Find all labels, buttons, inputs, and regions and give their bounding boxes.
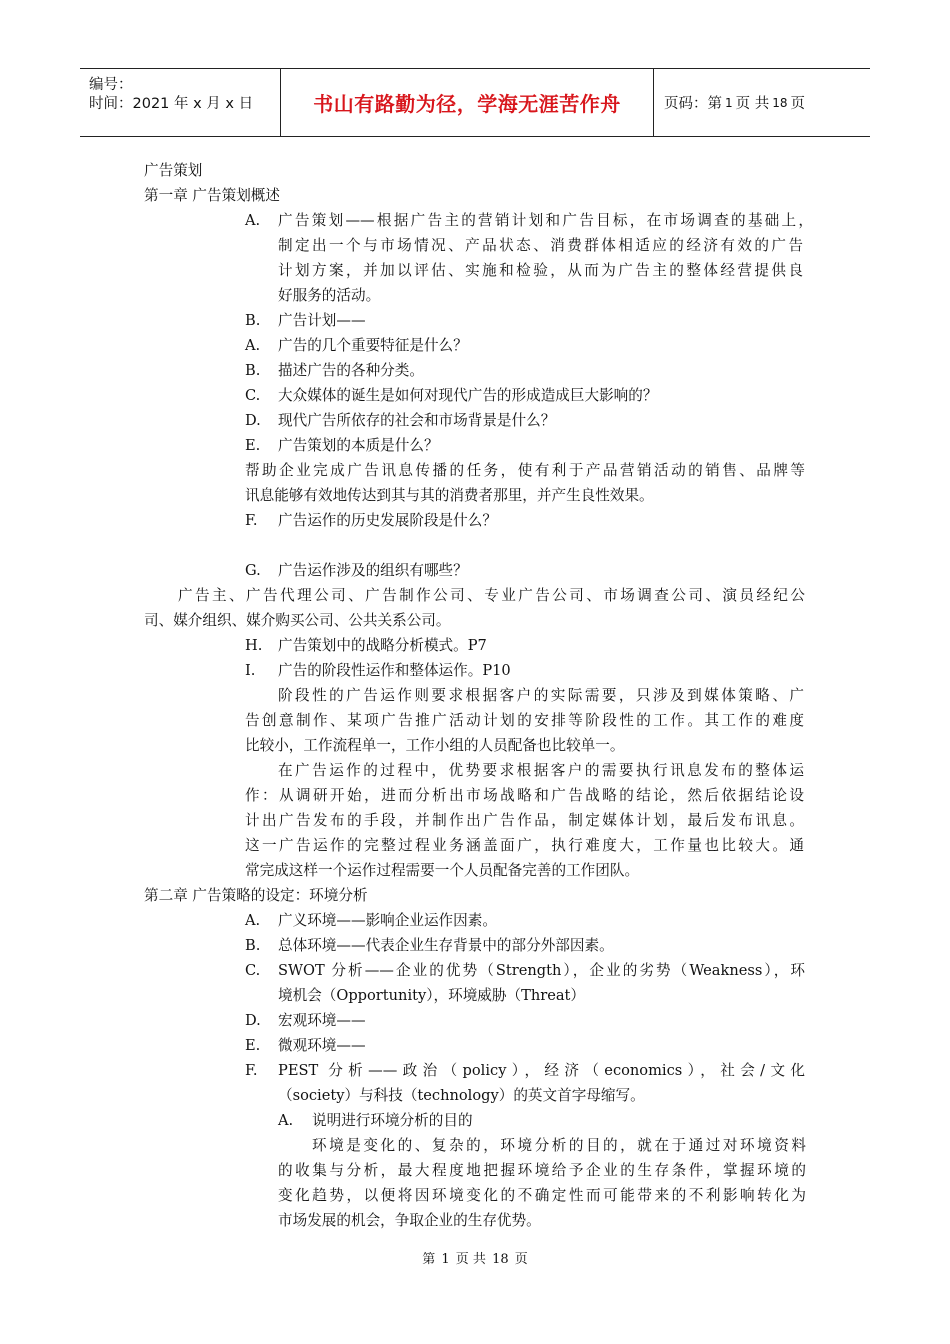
list-item-text: 广告策划的本质是什么？ bbox=[278, 437, 439, 454]
list-item-text: 微观环境—— bbox=[278, 1037, 366, 1054]
body-text-line: 广告策划——根据广告主的营销计划和广告目标，在市场调查的基础上， bbox=[278, 212, 813, 229]
body-text-line: 境机会（Opportunity），环境威胁（Threat） bbox=[278, 987, 585, 1004]
list-item-text: 现代广告所依存的社会和市场背景是什么？ bbox=[278, 412, 556, 429]
list-marker: D. bbox=[245, 1012, 261, 1029]
footer-page-total: 18 bbox=[492, 1252, 509, 1267]
body-text-line: （society）与科技（technology）的英文首字母缩写。 bbox=[278, 1087, 645, 1104]
header-page-suffix: 页 bbox=[790, 96, 806, 112]
body-text-line: 市场发展的机会，争取企业的生存优势。 bbox=[278, 1212, 541, 1229]
list-item-text: 广告策划中的战略分析模式。P7 bbox=[278, 637, 487, 654]
list-marker: B. bbox=[245, 937, 261, 954]
body-text-line: 制定出一个与市场情况、产品状态、消费群体相适应的经济有效的广告 bbox=[278, 237, 803, 254]
list-marker: E. bbox=[245, 1037, 261, 1054]
list-marker: A. bbox=[245, 912, 261, 929]
list-marker: A. bbox=[278, 1112, 294, 1129]
body-text-line: 帮助企业完成广告讯息传播的任务，使有利于产品营销活动的销售、品牌等 bbox=[245, 462, 805, 479]
body-text-line: 环境是变化的、复杂的，环境分析的目的，就在于通过对环境资料 bbox=[312, 1137, 806, 1154]
document-time-label: 时间：2021 年 x 月 x 日 bbox=[89, 96, 254, 112]
header-page-prefix: 页码：第 bbox=[664, 96, 722, 112]
body-text-line: 在广告运作的过程中，优势要求根据客户的需要执行讯息发布的整体运 bbox=[278, 762, 804, 779]
list-item-text: 宏观环境—— bbox=[278, 1012, 366, 1029]
header-page-mid: 页 共 bbox=[735, 96, 770, 112]
list-item-text: PEST 分析——政治（policy），经济（economics），社会/文化 bbox=[278, 1062, 805, 1079]
list-marker: C. bbox=[245, 387, 261, 404]
list-marker: A. bbox=[245, 337, 261, 354]
body-text-line: 告创意制作、某项广告推广活动计划的安排等阶段性的工作。其工作的难度 bbox=[245, 712, 804, 729]
body-text-line: 常完成这样一个运作过程需要一个人员配备完善的工作团队。 bbox=[245, 862, 640, 879]
list-marker: E. bbox=[245, 437, 261, 454]
list-marker: F. bbox=[245, 1062, 258, 1079]
body-text-line: 计划方案，并加以评估、实施和检验，从而为广告主的整体经营提供良 bbox=[278, 262, 803, 279]
list-marker: A. bbox=[245, 212, 261, 229]
chapter-1-heading: 第一章 广告策划概述 bbox=[144, 187, 280, 204]
body-text-line: 比较小，工作流程单一，工作小组的人员配备也比较单一。 bbox=[245, 737, 625, 754]
list-item-text: 大众媒体的诞生是如何对现代广告的形成造成巨大影响的？ bbox=[278, 387, 658, 404]
body-text-line: 这一广告运作的完整过程业务涵盖面广，执行难度大，工作量也比较大。通 bbox=[245, 837, 804, 854]
footer-prefix: 第 bbox=[422, 1252, 436, 1267]
list-marker: H. bbox=[245, 637, 263, 654]
header-left-cell bbox=[80, 69, 281, 136]
body-text-line: 好服务的活动。 bbox=[278, 287, 381, 304]
header-page-info bbox=[654, 69, 870, 136]
list-marker: I. bbox=[245, 662, 256, 679]
list-item-text: 广义环境——影响企业运作因素。 bbox=[278, 912, 497, 929]
list-marker: D. bbox=[245, 412, 261, 429]
list-item-text: 广告计划—— bbox=[278, 312, 366, 329]
header-middle-cell bbox=[281, 69, 654, 136]
list-item-text: 描述广告的各种分类。 bbox=[278, 362, 424, 379]
body-text-line: 变化趋势，以便将因环境变化的不确定性而可能带来的不利影响转化为 bbox=[278, 1187, 806, 1204]
list-item-text: 总体环境——代表企业生存背景中的部分外部因素。 bbox=[278, 937, 614, 954]
footer-page-number: 1 bbox=[441, 1252, 450, 1267]
body-text-line: 广告主、广告代理公司、广告制作公司、专业广告公司、市场调查公司、演员经纪公 bbox=[178, 587, 805, 604]
chapter-2-heading: 第二章 广告策略的设定：环境分析 bbox=[144, 887, 368, 904]
body-text-line: 计出广告发布的手段，并制作出广告作品，制定媒体计划，最后发布讯息。 bbox=[245, 812, 804, 829]
document-number-label: 编号： bbox=[89, 77, 133, 93]
list-item-text: 广告的几个重要特征是什么？ bbox=[278, 337, 468, 354]
list-item-text: 说明进行环境分析的目的 bbox=[312, 1112, 473, 1129]
list-item-text: 广告运作涉及的组织有哪些？ bbox=[278, 562, 468, 579]
list-item-text: SWOT 分析——企业的优势（Strength），企业的劣势（Weakness），环 bbox=[278, 962, 805, 979]
list-item-text: 广告运作的历史发展阶段是什么？ bbox=[278, 512, 497, 529]
footer-suffix: 页 bbox=[514, 1252, 528, 1267]
list-marker: B. bbox=[245, 362, 261, 379]
page-header bbox=[80, 68, 870, 137]
body-text-line: 讯息能够有效地传达到其与其的消费者那里，并产生良性效果。 bbox=[245, 487, 654, 504]
list-item-text: 广告的阶段性运作和整体运作。P10 bbox=[278, 662, 511, 679]
body-text-line: 阶段性的广告运作则要求根据客户的实际需要，只涉及到媒体策略、广 bbox=[278, 687, 804, 704]
body-text-line: 的收集与分析，最大程度地把握环境给予企业的生存条件，掌握环境的 bbox=[278, 1162, 806, 1179]
body-text-line: 作：从调研开始，进而分析出市场战略和广告战略的结论，然后依据结论设 bbox=[245, 787, 804, 804]
header-motto: 书山有路勤为径，学海无涯苦作舟 bbox=[313, 92, 621, 116]
document-title: 广告策划 bbox=[144, 162, 203, 179]
header-page-number: 1 bbox=[725, 95, 733, 110]
footer-mid: 页 共 bbox=[455, 1252, 486, 1267]
list-marker: C. bbox=[245, 962, 261, 979]
list-marker: B. bbox=[245, 312, 261, 329]
list-marker: F. bbox=[245, 512, 258, 529]
body-text-line: 司、媒介组织、媒介购买公司、公共关系公司。 bbox=[144, 612, 451, 629]
page-footer bbox=[0, 1248, 950, 1267]
header-page-total: 18 bbox=[772, 95, 788, 110]
list-marker: G. bbox=[245, 562, 261, 579]
